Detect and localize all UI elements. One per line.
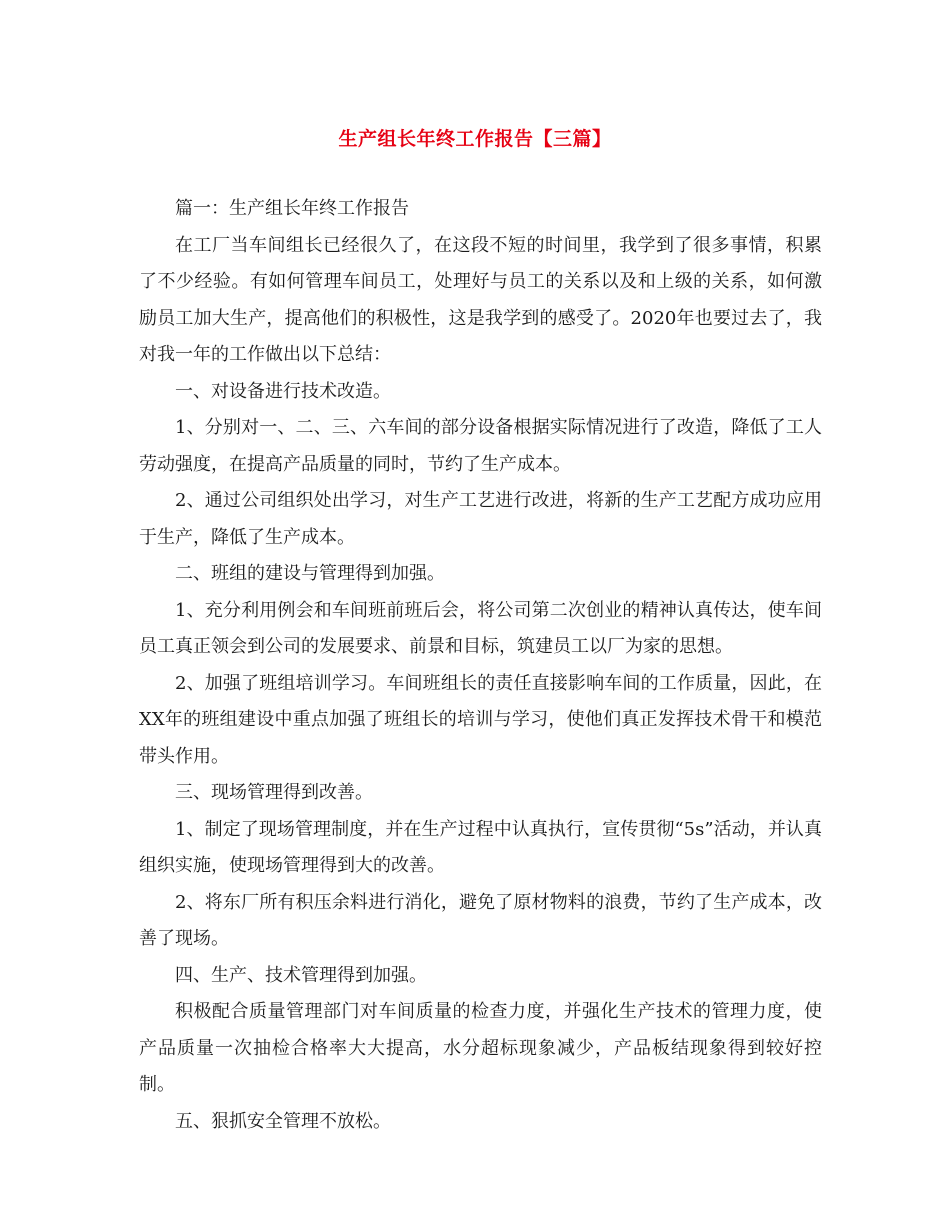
document-body bbox=[139, 191, 822, 1140]
document-title: 生产组长年终工作报告【三篇】 bbox=[338, 128, 612, 150]
body-paragraph: 1、制定了现场管理制度，并在生产过程中认真执行，宣传贯彻“5s”活动，并认真组织实施，使现场管理得到大的改善。 bbox=[139, 818, 822, 876]
section-heading: 篇一：生产组长年终工作报告 bbox=[175, 198, 409, 219]
body-paragraph: 2、将东厂所有积压余料进行消化，避免了原材物料的浪费，节约了生产成本，改善了现场。 bbox=[139, 891, 822, 949]
section-heading: 二、班组的建设与管理得到加强。 bbox=[175, 563, 445, 584]
section-heading: 四、生产、技术管理得到加强。 bbox=[175, 964, 427, 986]
section-heading: 一、对设备进行技术改造。 bbox=[175, 380, 391, 402]
body-paragraph: 2、通过公司组织处出学习，对生产工艺进行改进，将新的生产工艺配方成功应用于生产，降低了生产成本。 bbox=[139, 490, 822, 548]
body-paragraph: 1、充分利用例会和车间班前班后会，将公司第二次创业的精神认真传达，使车间员工真正领会到公司的发展要求、前景和目标，筑建员工以厂为家的思想。 bbox=[139, 599, 822, 657]
section-heading: 三、现场管理得到改善。 bbox=[175, 782, 373, 803]
body-paragraph: 在工厂当车间组长已经很久了，在这段不短的时间里，我学到了很多事情，积累了不少经验。有如何管理车间员工，处理好与员工的关系以及和上级的关系，如何激励员工加大生产，提高他们的积极性，这是我学到的感受了。2020年也要过去了，我对我一年的工作做出以下总结： bbox=[139, 234, 822, 365]
section-heading: 五、狠抓安全管理不放松。 bbox=[175, 1110, 391, 1132]
body-paragraph: 2、加强了班组培训学习。车间班组长的责任直接影响车间的工作质量，因此，在XX年的班组建设中重点加强了班组长的培训与学习，使他们真正发挥技术骨干和模范带头作用。 bbox=[139, 672, 822, 767]
body-paragraph: 积极配合质量管理部门对车间质量的检查力度，并强化生产技术的管理力度，使产品质量一次抽检合格率大大提高，水分超标现象减少，产品板结现象得到较好控制。 bbox=[139, 1001, 822, 1095]
body-paragraph: 1、分别对一、二、三、六车间的部分设备根据实际情况进行了改造，降低了工人劳动强度，在提高产品质量的同时，节约了生产成本。 bbox=[139, 417, 822, 475]
